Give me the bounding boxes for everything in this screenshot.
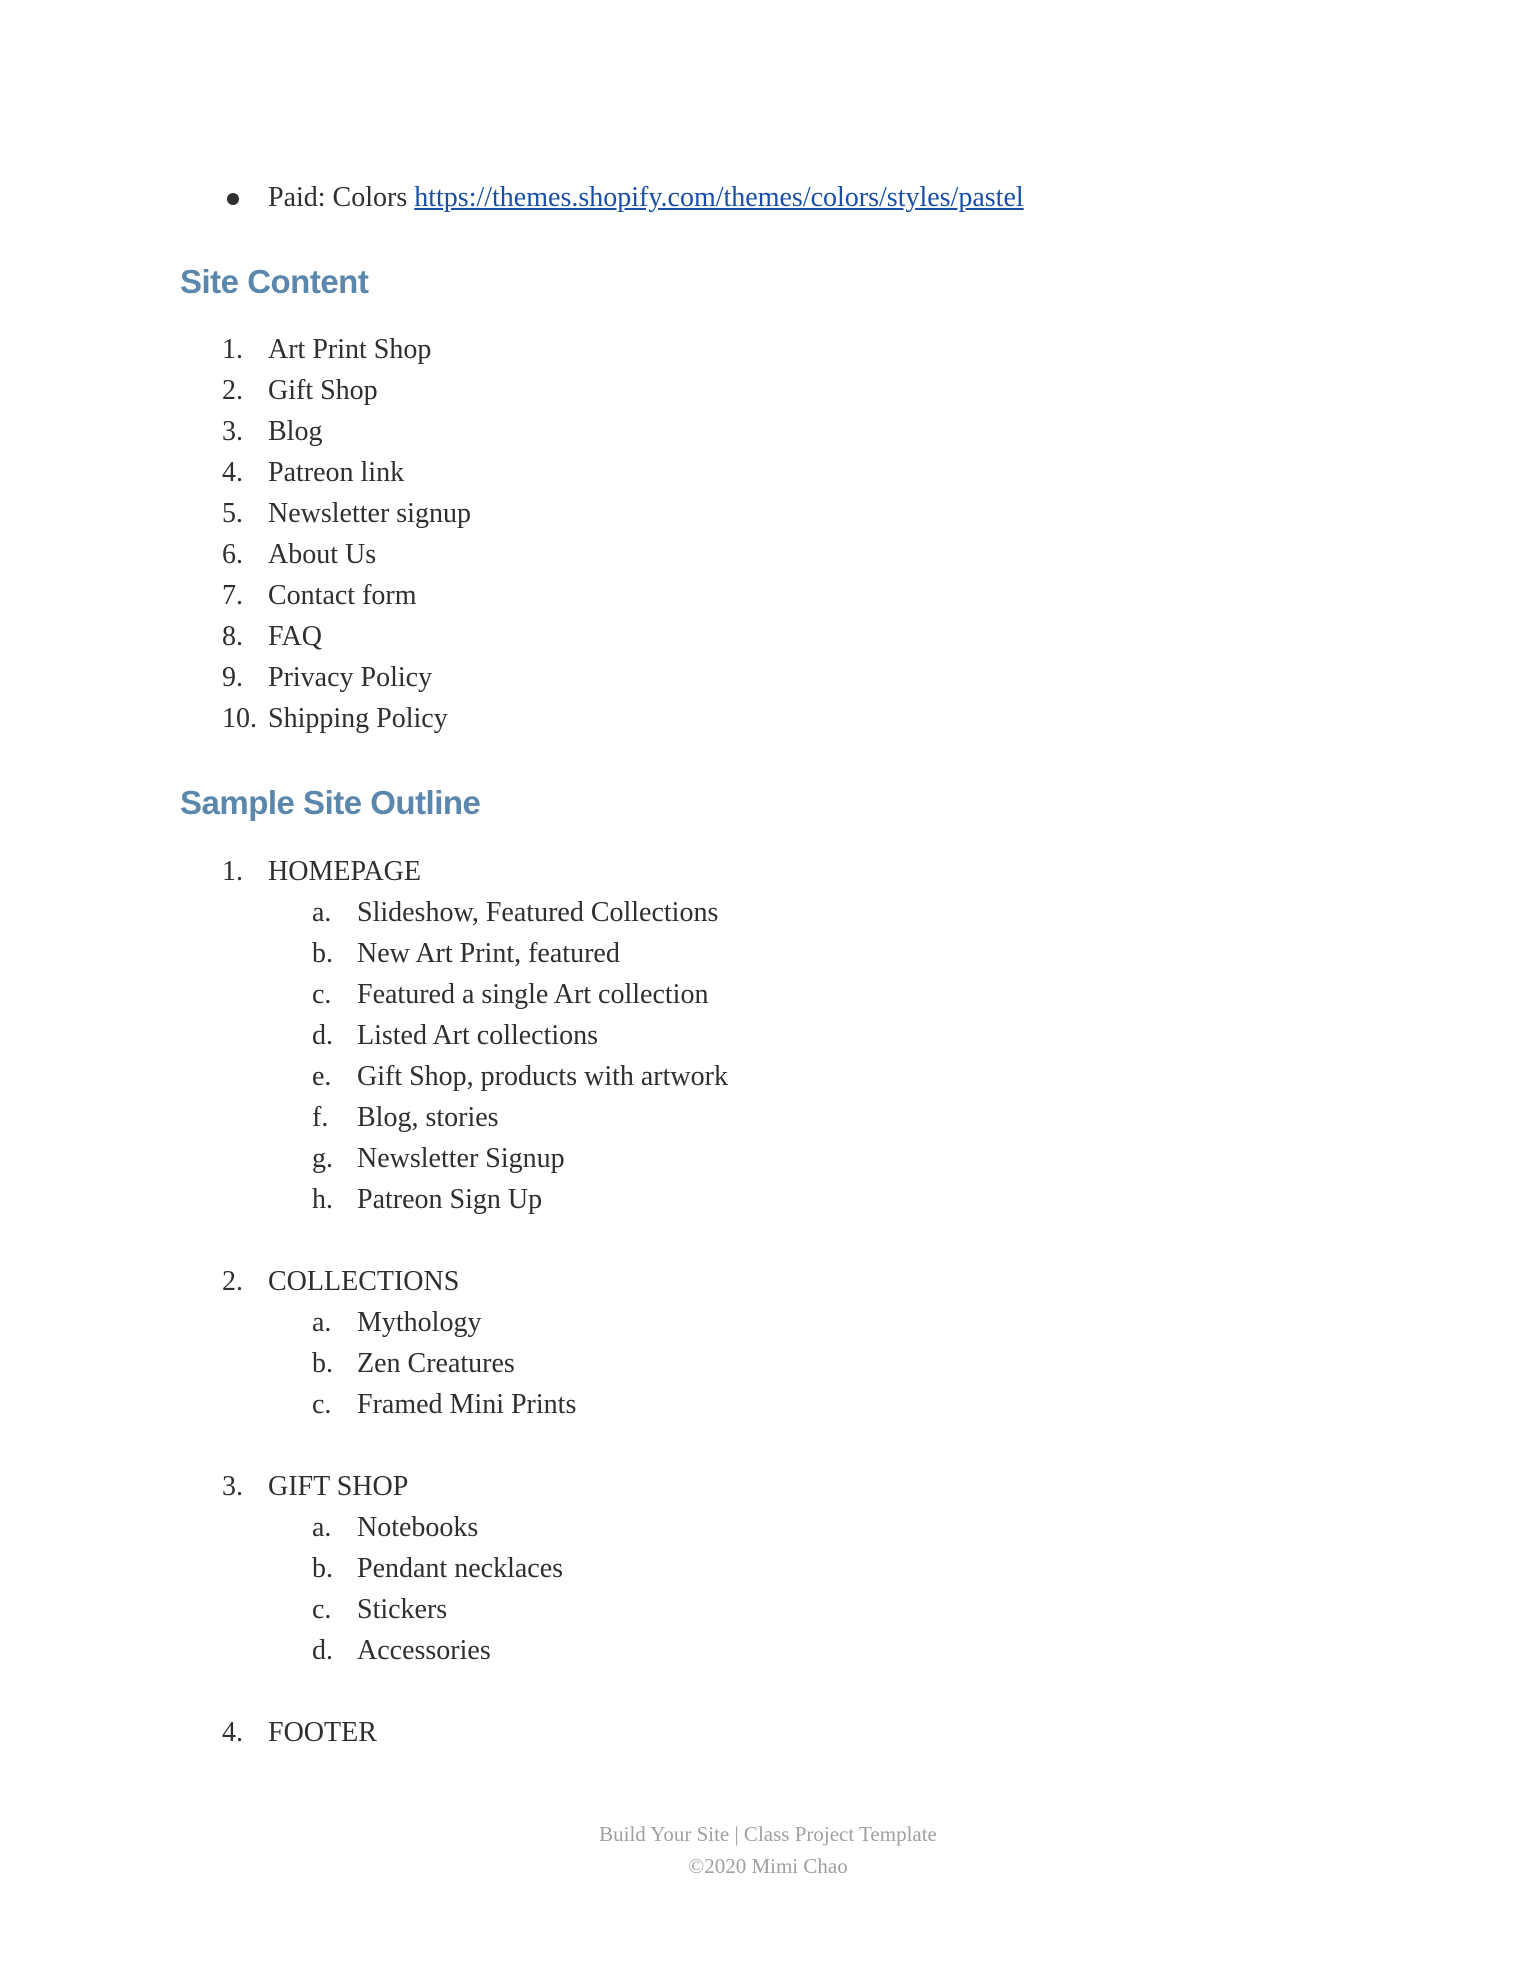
list-number: 3.: [222, 416, 243, 447]
sub-letter: f.: [312, 1102, 329, 1133]
sub-letter: b.: [312, 1348, 333, 1379]
sub-item-label: Mythology: [357, 1307, 482, 1338]
section-label: HOMEPAGE: [268, 856, 421, 887]
list-number: 1.: [222, 334, 243, 365]
bullet-prefix: Paid: Colors: [268, 182, 415, 213]
list-number: 5.: [222, 498, 243, 529]
list-item-label: Art Print Shop: [268, 334, 432, 365]
sub-item-label: Newsletter Signup: [357, 1143, 565, 1174]
list-number: 8.: [222, 621, 243, 652]
list-item-label: Contact form: [268, 580, 417, 611]
sub-letter: h.: [312, 1184, 333, 1215]
sub-item-label: New Art Print, featured: [357, 938, 620, 969]
sub-letter: g.: [312, 1143, 333, 1174]
list-number: 4.: [222, 457, 243, 488]
site-content-heading: Site Content: [180, 263, 369, 300]
list-item-label: Newsletter signup: [268, 498, 471, 529]
sub-item-label: Pendant necklaces: [357, 1553, 564, 1584]
sub-letter: c.: [312, 1389, 332, 1420]
section-label: COLLECTIONS: [268, 1266, 460, 1297]
list-item-label: Patreon link: [268, 457, 405, 488]
sub-item-label: Slideshow, Featured Collections: [357, 897, 719, 928]
section-label: GIFT SHOP: [268, 1471, 409, 1502]
sub-letter: c.: [312, 979, 332, 1010]
section-number: 3.: [222, 1471, 243, 1502]
section-number: 2.: [222, 1266, 243, 1297]
sub-item-label: Accessories: [357, 1635, 491, 1666]
sub-item-label: Featured a single Art collection: [357, 979, 709, 1010]
section-label: FOOTER: [268, 1717, 377, 1748]
sub-letter: a.: [312, 897, 332, 928]
sub-letter: b.: [312, 938, 333, 969]
sample-site-outline-heading: Sample Site Outline: [180, 784, 481, 821]
list-number: 9.: [222, 662, 243, 693]
sub-item-label: Gift Shop, products with artwork: [357, 1061, 728, 1092]
sub-letter: e.: [312, 1061, 332, 1092]
sub-item-label: Blog, stories: [357, 1102, 499, 1133]
sub-item-label: Zen Creatures: [357, 1348, 515, 1379]
sub-letter: d.: [312, 1635, 333, 1666]
list-number: 10.: [222, 703, 257, 734]
shopify-pastel-link[interactable]: https://themes.shopify.com/themes/colors/styles/pastel: [414, 182, 1024, 213]
sub-item-label: Framed Mini Prints: [357, 1389, 577, 1420]
list-number: 2.: [222, 375, 243, 406]
sub-letter: a.: [312, 1307, 332, 1338]
sub-item-label: Listed Art collections: [357, 1020, 599, 1051]
list-number: 6.: [222, 539, 243, 570]
sub-item-label: Notebooks: [357, 1512, 479, 1543]
bullet-paid-colors: [268, 181, 1024, 215]
list-item-label: About Us: [268, 539, 377, 570]
list-item-label: Privacy Policy: [268, 662, 433, 693]
sub-letter: b.: [312, 1553, 333, 1584]
bullet-dot: [227, 193, 239, 205]
sub-item-label: Patreon Sign Up: [357, 1184, 543, 1215]
section-number: 4.: [222, 1717, 243, 1748]
list-item-label: Gift Shop: [268, 375, 378, 406]
list-number: 7.: [222, 580, 243, 611]
list-item-label: Blog: [268, 416, 323, 447]
list-item-label: FAQ: [268, 621, 322, 652]
page-footer-line1: Build Your Site | Class Project Template: [599, 1822, 937, 1846]
sub-letter: c.: [312, 1594, 332, 1625]
list-item-label: Shipping Policy: [268, 703, 448, 734]
section-number: 1.: [222, 856, 243, 887]
sub-item-label: Stickers: [357, 1594, 448, 1625]
page-footer-line2: ©2020 Mimi Chao: [688, 1854, 848, 1878]
sub-letter: a.: [312, 1512, 332, 1543]
sub-letter: d.: [312, 1020, 333, 1051]
